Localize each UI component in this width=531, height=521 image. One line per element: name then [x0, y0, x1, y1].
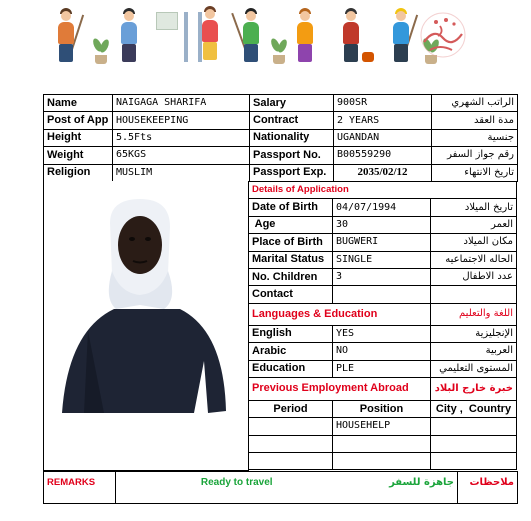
position-cell — [333, 453, 431, 470]
post-value: HOUSEKEEPING — [113, 112, 250, 129]
place-of-birth-label-ar: مكان الميلاد — [431, 234, 517, 251]
religion-label: Religion — [44, 164, 113, 181]
age-label: Age — [249, 216, 333, 233]
passport-no-label-ar: رقم جواز السفر — [432, 147, 518, 164]
table-row — [249, 182, 517, 199]
remarks-table — [43, 471, 518, 504]
children-label: No. Children — [249, 268, 333, 285]
nationality-label: Nationality — [250, 129, 334, 146]
city-country-cell — [431, 435, 517, 452]
candidate-photo — [43, 181, 249, 471]
post-label: Post of App — [44, 112, 113, 129]
english-value: YES — [333, 325, 431, 342]
education-label-ar: المستوى التعليمي — [431, 360, 517, 377]
remarks-value-ar: جاهزة للسفر — [358, 472, 458, 504]
arabic-value: NO — [333, 343, 431, 360]
position-cell: HOUSEHELP — [333, 418, 431, 435]
salary-value: 900SR — [334, 95, 432, 112]
period-header: Period — [249, 400, 333, 417]
period-cell — [249, 453, 333, 470]
table-row — [249, 268, 517, 285]
position-header: Position — [333, 400, 431, 417]
table-row — [249, 286, 517, 303]
table-row — [249, 216, 517, 233]
city-country-cell — [431, 453, 517, 470]
cleaner-figure-icon — [336, 8, 376, 64]
table-row — [249, 251, 517, 268]
height-label: Height — [44, 129, 113, 146]
period-cell — [249, 418, 333, 435]
cleaner-figure-icon — [386, 8, 416, 64]
table-row — [249, 199, 517, 216]
window-icon — [156, 12, 178, 30]
table-row — [249, 360, 517, 377]
remarks-value: Ready to travel — [116, 472, 358, 504]
city-country-header: City , Country — [431, 400, 517, 417]
contract-label: Contract — [250, 112, 334, 129]
contact-label-ar — [431, 286, 517, 303]
plant-icon — [270, 38, 288, 64]
weight-value: 65KGS — [113, 147, 250, 164]
company-logo — [416, 8, 470, 62]
contract-label-ar: مدة العقد — [432, 112, 518, 129]
marital-status-value: SINGLE — [333, 251, 431, 268]
position-cell — [333, 435, 431, 452]
table-row — [44, 164, 518, 181]
cleaner-figure-icon — [184, 6, 224, 64]
table-row — [44, 147, 518, 164]
table-row — [249, 400, 517, 417]
passport-exp-label-ar: تاريخ الانتهاء — [432, 164, 518, 181]
marital-status-label: Marital Status — [249, 251, 333, 268]
place-of-birth-value: BUGWERI — [333, 234, 431, 251]
table-row — [249, 343, 517, 360]
passport-no-value: B00559290 — [334, 147, 432, 164]
table-row — [249, 435, 517, 452]
dob-value: 04/07/1994 — [333, 199, 431, 216]
salary-label-ar: الراتب الشهري — [432, 95, 518, 112]
english-label-ar: الإنجليزية — [431, 325, 517, 342]
place-of-birth-label: Place of Birth — [249, 234, 333, 251]
nationality-value: UGANDAN — [334, 129, 432, 146]
cleaner-figure-icon — [236, 8, 266, 64]
employment-heading-ar: خبرة خارج البلاد — [431, 377, 517, 400]
remarks-label-ar: ملاحظات — [458, 472, 518, 504]
table-row — [249, 325, 517, 342]
languages-heading-ar: اللغة والتعليم — [431, 303, 517, 325]
salary-label: Salary — [250, 95, 334, 112]
table-row — [249, 303, 517, 325]
personal-info-table — [43, 94, 518, 182]
table-row — [249, 418, 517, 435]
cleaner-figure-icon — [114, 8, 144, 64]
name-label: Name — [44, 95, 113, 112]
children-label-ar: عدد الاطفال — [431, 268, 517, 285]
details-heading: Details of Application — [249, 182, 517, 199]
contact-label: Contact — [249, 286, 333, 303]
nationality-label-ar: جنسية — [432, 129, 518, 146]
application-details-table — [248, 181, 517, 470]
cleaner-figure-icon — [290, 8, 320, 64]
plant-icon — [92, 38, 110, 64]
arabic-label-ar: العربية — [431, 343, 517, 360]
languages-heading: Languages & Education — [249, 303, 431, 325]
age-value: 30 — [333, 216, 431, 233]
english-label: English — [249, 325, 333, 342]
arabic-label: Arabic — [249, 343, 333, 360]
remarks-label: REMARKS — [44, 472, 116, 504]
table-row — [249, 377, 517, 400]
table-row — [44, 472, 518, 504]
contact-value — [333, 286, 431, 303]
children-value: 3 — [333, 268, 431, 285]
employment-heading: Previous Employment Abroad — [249, 377, 431, 400]
contract-value: 2 YEARS — [334, 112, 432, 129]
age-label-ar: العمر — [431, 216, 517, 233]
table-row — [44, 112, 518, 129]
city-country-cell — [431, 418, 517, 435]
table-row — [44, 129, 518, 146]
marital-status-label-ar: الحاله الاجتماعيه — [431, 251, 517, 268]
table-row — [44, 95, 518, 112]
passport-exp-label: Passport Exp. — [250, 164, 334, 181]
name-value: NAIGAGA SHARIFA — [113, 95, 250, 112]
passport-exp-value: 2035/02/12 — [334, 164, 432, 181]
table-row — [249, 234, 517, 251]
height-value: 5.5Fts — [113, 129, 250, 146]
religion-value: MUSLIM — [113, 164, 250, 181]
dob-label-ar: تاريخ الميلاد — [431, 199, 517, 216]
table-row — [249, 453, 517, 470]
education-label: Education — [249, 360, 333, 377]
cleaner-figure-icon — [52, 8, 82, 64]
passport-no-label: Passport No. — [250, 147, 334, 164]
dob-label: Date of Birth — [249, 199, 333, 216]
weight-label: Weight — [44, 147, 113, 164]
period-cell — [249, 435, 333, 452]
education-value: PLE — [333, 360, 431, 377]
